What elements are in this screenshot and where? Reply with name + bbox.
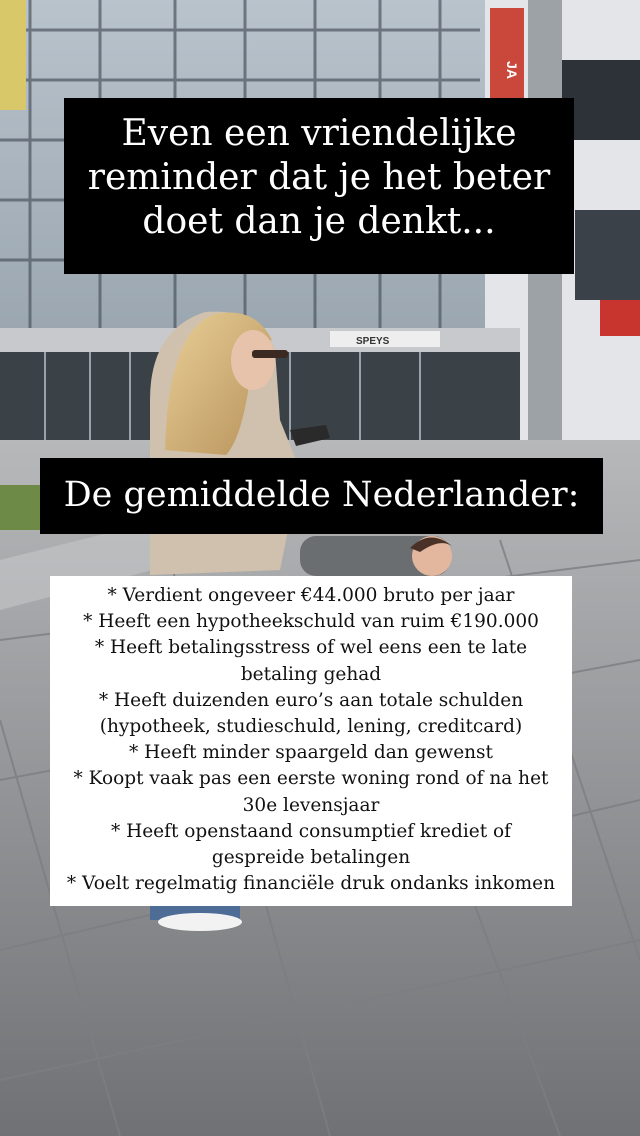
fact-item: * Heeft openstaand consumptief krediet of gespreide betalingen bbox=[110, 820, 512, 869]
fact-item: * Heeft een hypotheekschuld van ruim €190.000 bbox=[83, 611, 539, 633]
fact-item: * Heeft minder spaargeld dan gewenst bbox=[129, 742, 493, 764]
banner-text: JA bbox=[504, 61, 520, 79]
intro-caption-line: Even een vriendelijke bbox=[121, 113, 517, 154]
fact-item: * Verdient ongeveer €44.000 bruto per jaar bbox=[107, 585, 515, 606]
facts-list bbox=[50, 576, 572, 906]
storefront-sign: SPEYS bbox=[356, 336, 390, 347]
heading-caption: De gemiddelde Nederlander: bbox=[40, 458, 603, 534]
fact-item: * Heeft duizenden euro’s aan totale schulden (hypotheek, studieschuld, lening, creditcard) bbox=[98, 689, 524, 738]
fact-item: * Koopt vaak pas een eerste woning rond of na het 30e levensjaar bbox=[73, 768, 549, 816]
intro-caption-line: doet dan je denkt... bbox=[142, 201, 496, 242]
intro-caption-line: reminder dat je het beter bbox=[87, 157, 551, 198]
intro-caption bbox=[64, 98, 574, 274]
banner-sign bbox=[490, 8, 524, 100]
fact-item: * Voelt regelmatig financiële druk ondanks inkomen bbox=[66, 873, 556, 895]
fact-item: * Heeft betalingsstress of wel eens een te late betaling gehad bbox=[94, 637, 528, 685]
